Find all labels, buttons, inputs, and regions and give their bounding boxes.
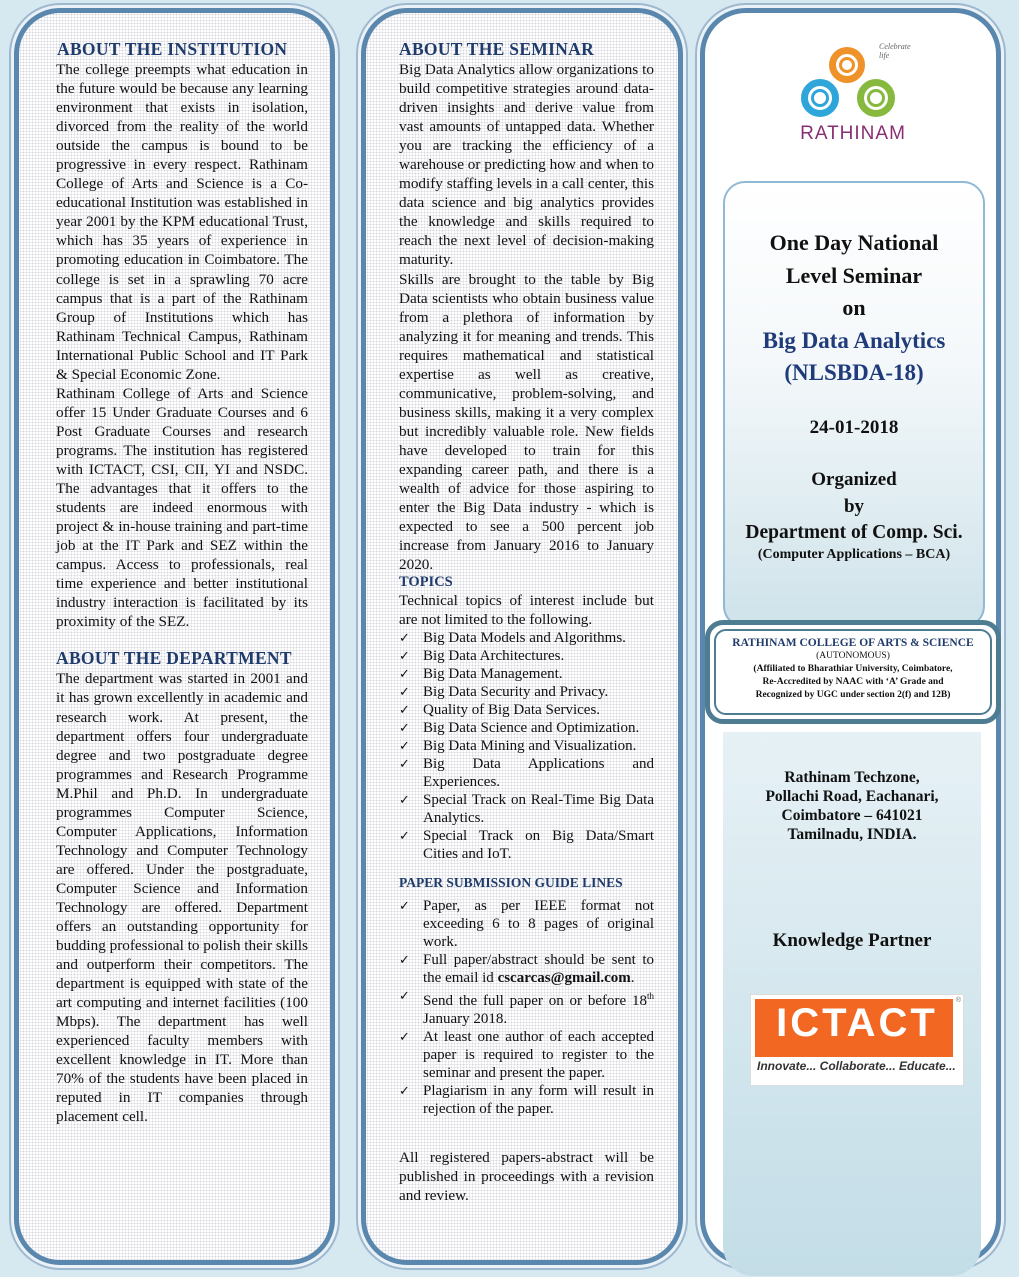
guideline-item: ✓ Send the full paper on or before 18th January 2018. xyxy=(399,988,654,1028)
logo-tagline: Celebrate life xyxy=(879,42,911,60)
rathinam-logo xyxy=(791,37,915,153)
check-icon: ✓ xyxy=(399,738,410,754)
guideline-item: ✓ At least one author of each accepted paper is required to register to the seminar and present the paper. xyxy=(399,1029,654,1082)
seminar-column xyxy=(399,39,654,1206)
topic-item: ✓ Big Data Mining and Visualization. xyxy=(399,738,637,755)
check-icon: ✓ xyxy=(399,684,410,700)
check-icon: ✓ xyxy=(399,898,410,914)
seminar-paragraph-1: Big Data Analytics allow organizations to build competitive strategies around data-driven insights and derive value from vast amounts of untapped data. Whether you are tracking the efficiency of a warehouse or predicting how and when to modify staffing levels in a call center, this data science and big analytics provides the knowledge and skills required to reach the next level of decision-making maturity. xyxy=(399,61,654,269)
topic-item: ✓ Special Track on Real-Time Big Data Analytics. xyxy=(399,792,654,827)
institution-panel xyxy=(14,8,335,1265)
topic-item: ✓ Big Data Management. xyxy=(399,666,563,683)
topic-item: ✓ Big Data Security and Privacy. xyxy=(399,684,609,701)
by-label: by xyxy=(843,496,865,517)
organized-label: Organized xyxy=(811,469,897,490)
topic-item: ✓ Special Track on Big Data/Smart Cities and IoT. xyxy=(399,828,654,863)
college-name: RATHINAM COLLEGE OF ARTS & SCIENCE xyxy=(732,637,974,649)
guideline-item: ✓ Paper, as per IEEE format not exceeding 6 to 8 pages of original work. xyxy=(399,898,654,951)
ictact-logo xyxy=(750,994,964,1086)
guideline-item: ✓ Full paper/abstract should be sent to the email id cscarcas@gmail.com. xyxy=(399,952,654,987)
seminar-subject: Big Data Analytics xyxy=(762,327,946,353)
address-line-3: Coimbatore – 641021 xyxy=(781,807,923,824)
title-line-3: on xyxy=(842,295,866,320)
check-icon: ✓ xyxy=(399,648,410,664)
email-link[interactable]: cscarcas@gmail.com xyxy=(497,970,631,987)
institution-heading: ABOUT THE INSTITUTION xyxy=(57,39,288,59)
closing-note: All registered papers-abstract will be published in proceedings with a revision and review. xyxy=(399,1149,654,1205)
title-line-2: Level Seminar xyxy=(785,262,923,288)
check-icon: ✓ xyxy=(399,630,410,646)
guidelines-heading: PAPER SUBMISSION GUIDE LINES xyxy=(399,875,623,891)
guidelines-list xyxy=(399,897,654,1118)
topic-item: ✓ Big Data Applications and Experiences. xyxy=(399,756,654,791)
contact-box xyxy=(723,732,981,1276)
registered-mark: ® xyxy=(955,997,961,1004)
address-line-2: Pollachi Road, Eachanari, xyxy=(765,788,939,805)
topics-list xyxy=(399,629,654,863)
department-name: Department of Comp. Sci. xyxy=(745,522,963,543)
check-icon: ✓ xyxy=(399,756,410,772)
logo-name: RATHINAM xyxy=(800,123,906,144)
partner-name: ICTACT xyxy=(776,1001,938,1045)
check-icon: ✓ xyxy=(399,720,410,736)
topic-item: ✓ Quality of Big Data Services. xyxy=(399,702,601,719)
affiliation-line-3: Recognized by UGC under section 2(f) and 12B) xyxy=(755,690,951,700)
check-icon: ✓ xyxy=(399,952,410,968)
check-icon: ✓ xyxy=(399,1029,410,1045)
department-subtitle: (Computer Applications – BCA) xyxy=(757,547,951,562)
topics-heading: TOPICS xyxy=(399,574,453,591)
check-icon: ✓ xyxy=(399,702,410,718)
check-icon: ✓ xyxy=(399,988,410,1004)
title-line-1: One Day National xyxy=(769,230,939,255)
seminar-code: (NLSBDA-18) xyxy=(784,360,924,385)
address-line-4: Tamilnadu, INDIA. xyxy=(787,826,917,843)
address-line-1: Rathinam Techzone, xyxy=(784,769,920,786)
seminar-panel xyxy=(361,8,683,1265)
guideline-item: ✓ Plagiarism in any form will result in rejection of the paper. xyxy=(399,1083,654,1118)
topics-intro: Technical topics of interest include but are not limited to the following. xyxy=(399,592,654,629)
institution-paragraph-2: Rathinam College of Arts and Science offer 15 Under Graduate Courses and 6 Post Graduate Courses and research programs. The institution has registered with ICTACT, CSI, CII, YI and NSDC. The advantages that it offers to the students are indeed enormous with project & in-house training and part-time job at the IT Park and SEZ within the campus. Access to professionals, real time experience and better institutional industry interaction is facilitated by its proximity of the SEZ. xyxy=(56,384,308,631)
seminar-date: 24-01-2018 xyxy=(809,416,899,438)
college-box xyxy=(705,620,1001,724)
seminar-heading: ABOUT THE SEMINAR xyxy=(399,39,595,59)
partner-tagline: Innovate... Collaborate... Educate... xyxy=(757,1059,956,1073)
seminar-paragraph-2: Skills are brought to the table by Big Data scientists who obtain business value from a plethora of information by analyzing it for meaning and trends. This requires mathematical and statistical expertise as well as creative, communicative, problem-solving, and business skills, making it a very complex but incredibly valuable role. New fields have developed to train for this expanding career path, and there is a wealth of advice for those aspiring to enter the Big Data industry - which is expected to see a 500 percent job increase from January 2016 to January 2020. xyxy=(399,270,654,574)
department-heading: ABOUT THE DEPARTMENT xyxy=(56,648,292,669)
check-icon: ✓ xyxy=(399,666,410,682)
topic-item: ✓ Big Data Science and Optimization. xyxy=(399,720,640,737)
autonomous-label: (AUTONOMOUS) xyxy=(816,651,890,661)
title-box xyxy=(723,181,985,628)
department-paragraph: The department was started in 2001 and it has grown excellently in academic and research work. At present, the department offers four undergraduate degree and two postgraduate degree programmes and Research Programme M.Phil and Ph.D. In undergraduate programmes Computer Science, Computer Applications, Information Technology and Computer Technology are offered. Under the postgraduate, Computer Science and Information Technology are offered. Department offers an outstanding opportunity for budding professional to polish their skills and outperform their competitors. The department is equipped with state of the art computing and internet facilities (100 Mbps). The department has well experienced faculty members with excellent knowledge in IT. More than 70% of the students have been placed in reputed in IT companies through placement cell. xyxy=(56,670,308,1126)
institution-column xyxy=(56,39,308,1127)
check-icon: ✓ xyxy=(399,828,410,844)
affiliation-line-2: Re-Accredited by NAAC with ‘A’ Grade and xyxy=(762,677,944,687)
cover-panel xyxy=(700,8,1001,1265)
topic-item: ✓ Big Data Models and Algorithms. xyxy=(399,630,626,647)
affiliation-line-1: (Affiliated to Bharathiar University, Coimbatore, xyxy=(753,664,953,674)
knowledge-partner-label: Knowledge Partner xyxy=(772,930,932,951)
institution-paragraph-1: The college preempts what education in the future would be because any learning environment that exists in isolation, divorced from the reality of the world outside the campus is bound to be progressive in every respect. Rathinam College of Arts and Science is a Co-educational Institution was established in year 2001 by the KPM educational Trust, which has 35 years of experience in promoting education in Coimbatore. The college is set in a sprawling 70 acre campus that is a part of the Rathinam Group of Institutions which has Rathinam Technical Campus, Rathinam International Public School and IT Park & Special Economic Zone. xyxy=(56,61,308,383)
check-icon: ✓ xyxy=(399,792,410,808)
topic-item: ✓ Big Data Architectures. xyxy=(399,648,565,665)
check-icon: ✓ xyxy=(399,1083,410,1099)
